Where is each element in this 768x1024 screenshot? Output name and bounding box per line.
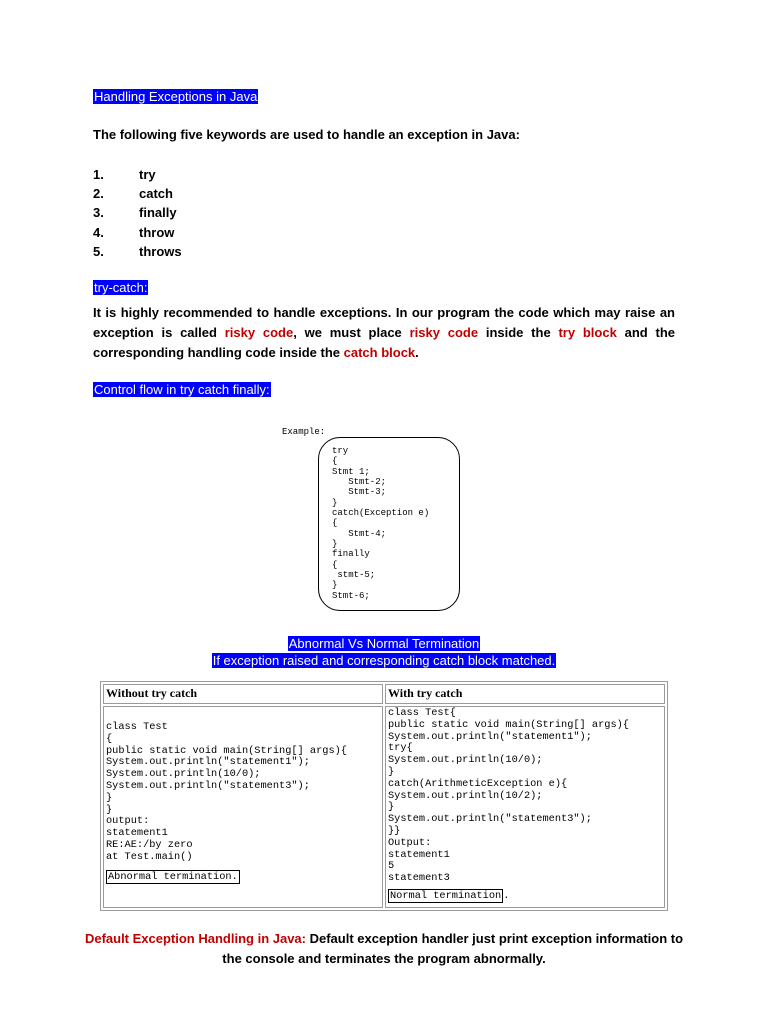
try-block-term: try block: [558, 325, 617, 340]
default-exception-note: [80, 929, 688, 969]
heading-text: Handling Exceptions in Java: [94, 89, 258, 104]
right-code-cell: class Test{ public static void main(String[] args){ System.out.println("statement1"); try{ System.out.println(10/0); } catch(ArithmeticException e){ System.out.println(10/2); } System.out.println("statement3"); }} Output: statement1 5 statement3 Normal termination .: [385, 706, 665, 908]
risky-code-term: risky code: [409, 325, 479, 340]
left-code-cell: class Test { public static void main(String[] args){ System.out.println("statement1"); System.out.println(10/0); System.out.println("statement3"); } } output: statement1 RE:AE:/by zero at Test.main() Abnormal termination.: [103, 706, 383, 908]
list-item: 4. throw: [93, 224, 175, 240]
termination-title: Abnormal Vs Normal Termination: [288, 636, 480, 651]
normal-termination-label: Normal termination: [390, 889, 502, 902]
termination-subtitle: If exception raised and corresponding catch block matched.: [212, 653, 556, 668]
list-item: 2. catch: [93, 186, 173, 202]
try-catch-heading: try-catch:: [94, 280, 148, 295]
example-label: Example:: [282, 427, 326, 437]
intro-text: The following five keywords are used to handle an exception in Java:: [93, 127, 520, 142]
comparison-table: [100, 681, 668, 911]
right-column-header: With try catch: [385, 684, 665, 704]
risky-code-term: risky code: [224, 325, 294, 340]
list-item: 1. try: [93, 167, 156, 182]
heading: [93, 89, 258, 104]
keyword-list: [93, 165, 182, 261]
catch-block-term: catch block: [343, 345, 416, 360]
footer-label: Default Exception Handling in Java:: [84, 931, 306, 946]
list-item: 5. throws: [93, 243, 182, 259]
left-column-header: Without try catch: [103, 684, 383, 704]
list-item: 3. finally: [93, 205, 177, 221]
try-catch-paragraph: It is highly recommended to handle exceptions. In our program the code which may raise an exception is called risky code, we must place risky code inside the try block and the corresponding handling code inside the catch block.: [93, 305, 675, 360]
abnormal-termination-label: Abnormal termination.: [108, 870, 238, 883]
footer-text: Default exception handler just print exception information to the console and terminates the program abnormally.: [222, 931, 684, 966]
example-code: try { Stmt 1; Stmt-2; Stmt-3; } catch(Exception e) { Stmt-4; } finally { stmt-5; } Stmt-6;: [332, 446, 430, 601]
control-flow-heading: Control flow in try catch finally:: [94, 382, 270, 397]
